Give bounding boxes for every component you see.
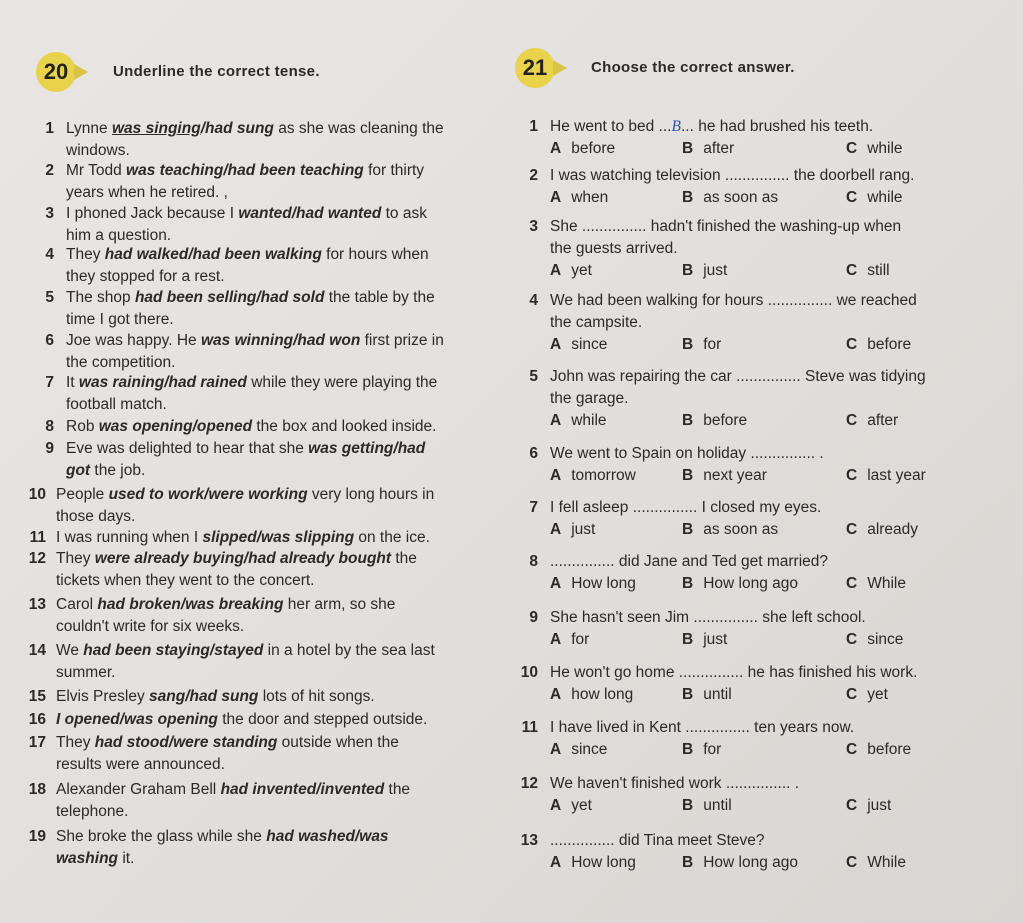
question-number: 8 — [529, 553, 538, 570]
tense-choice[interactable]: was winning/had won — [200, 332, 361, 349]
sentence-line — [66, 352, 175, 373]
option-letter: A — [550, 336, 562, 353]
question-number: 7 — [529, 499, 538, 516]
tense-choice[interactable]: was getting/had — [308, 440, 426, 457]
question-stem — [550, 607, 866, 628]
plain-text: years when he retired. , — [66, 184, 228, 201]
plain-text: We — [56, 642, 84, 659]
exercise-20-instruction: Underline the correct tense. — [113, 63, 320, 80]
option-text: since — [867, 631, 904, 648]
option-c[interactable] — [846, 573, 906, 594]
plain-text: Carol — [56, 596, 98, 613]
stem-text: We haven't finished work ............... . — [550, 775, 800, 792]
option-letter: C — [846, 854, 858, 871]
option-letter: A — [550, 854, 562, 871]
option-a[interactable] — [550, 573, 636, 594]
option-text: How long ago — [703, 854, 798, 871]
sentence-line — [66, 266, 225, 287]
sentence-line — [56, 826, 389, 847]
plain-text: The shop — [66, 289, 135, 306]
item-number: 11 — [29, 529, 46, 546]
option-letter: C — [846, 686, 858, 703]
tense-choice[interactable]: used to work/were working — [108, 486, 308, 503]
option-b[interactable] — [682, 739, 721, 760]
plain-text: It — [66, 374, 79, 391]
sentence-line — [56, 662, 115, 683]
item-number: 8 — [45, 418, 54, 435]
stem-text: I fell asleep ............... I closed my eyes. — [550, 499, 822, 516]
plain-text: couldn't write for six weeks. — [56, 618, 245, 635]
plain-text: the — [384, 781, 411, 798]
question-number: 3 — [529, 218, 538, 235]
option-c[interactable] — [846, 187, 903, 208]
plain-text: Alexander Graham Bell — [56, 781, 221, 798]
question-stem — [550, 497, 821, 518]
sentence-line — [66, 118, 444, 139]
option-b[interactable] — [682, 852, 798, 873]
plain-text: for thirty — [363, 162, 425, 179]
option-letter: C — [846, 336, 858, 353]
plain-text: the table by the — [324, 289, 435, 306]
option-text: since — [571, 336, 608, 353]
sentence-line — [66, 225, 171, 246]
option-b[interactable] — [682, 629, 727, 650]
option-text: after — [867, 412, 899, 429]
plain-text: her arm, so she — [283, 596, 396, 613]
option-a[interactable] — [550, 852, 636, 873]
option-b[interactable] — [682, 334, 721, 355]
stem-text: ............... did Jane and Ted get married? — [550, 553, 829, 570]
tense-choice[interactable]: washing — [56, 850, 119, 867]
item-number: 7 — [45, 374, 54, 391]
sentence-line — [56, 732, 399, 753]
item-number: 16 — [28, 711, 46, 728]
option-c[interactable] — [846, 684, 888, 705]
sentence-line — [56, 754, 225, 775]
option-letter: A — [550, 467, 562, 484]
item-number: 15 — [28, 688, 46, 705]
option-text: tomorrow — [571, 467, 636, 484]
option-letter: C — [846, 262, 858, 279]
sentence-line — [56, 640, 435, 661]
plain-text: They — [66, 246, 105, 263]
option-letter: B — [682, 854, 694, 871]
option-text: just — [571, 521, 596, 538]
plain-text: while they were playing the — [246, 374, 438, 391]
option-letter: B — [682, 741, 694, 758]
option-letter: B — [682, 521, 694, 538]
option-c[interactable] — [846, 629, 903, 650]
option-letter: B — [682, 797, 694, 814]
option-letter: B — [682, 140, 694, 157]
option-a[interactable] — [550, 519, 595, 540]
option-text: just — [867, 797, 892, 814]
question-stem — [550, 662, 917, 683]
option-a[interactable] — [550, 684, 633, 705]
option-text: next year — [703, 467, 767, 484]
question-stem-cont: the campsite. — [550, 314, 643, 331]
tense-choice[interactable]: had walked/had been walking — [104, 246, 322, 263]
sentence-line — [66, 394, 167, 415]
plain-text: lots of hit songs. — [258, 688, 375, 705]
option-b[interactable] — [682, 519, 778, 540]
item-number: 14 — [28, 642, 46, 659]
option-text: last year — [867, 467, 926, 484]
option-b[interactable] — [682, 684, 732, 705]
option-a[interactable] — [550, 629, 589, 650]
option-letter: A — [550, 631, 562, 648]
option-text: just — [703, 262, 728, 279]
question-number: 4 — [529, 292, 538, 309]
item-number: 5 — [45, 289, 54, 306]
plain-text: summer. — [56, 664, 116, 681]
plain-text: on the ice. — [354, 529, 430, 546]
plain-text: to ask — [381, 205, 427, 222]
plain-text: first prize in — [360, 332, 444, 349]
tense-choice[interactable]: had stood/were standing — [94, 734, 278, 751]
option-text: for — [571, 631, 590, 648]
plain-text: very long hours in — [307, 486, 435, 503]
question-stem — [550, 551, 828, 572]
stem-text: I was watching television ............... the doorbell rang. — [550, 167, 915, 184]
plain-text: Rob — [66, 418, 99, 435]
plain-text: they stopped for a rest. — [66, 268, 225, 285]
option-a[interactable] — [550, 260, 592, 281]
item-number: 4 — [45, 246, 54, 263]
plain-text: outside when the — [277, 734, 399, 751]
plain-text: tickets when they went to the concert. — [56, 572, 315, 589]
option-letter: C — [846, 631, 858, 648]
plain-text: I phoned Jack because I — [66, 205, 239, 222]
sentence-line — [66, 372, 437, 393]
plain-text: the box and looked inside. — [252, 418, 437, 435]
option-c[interactable] — [846, 334, 911, 355]
plain-text: those days. — [56, 508, 136, 525]
option-letter: C — [846, 189, 858, 206]
plain-text: They — [56, 550, 95, 567]
option-text: while — [867, 140, 903, 157]
option-c[interactable] — [846, 739, 911, 760]
option-c[interactable] — [846, 852, 906, 873]
option-text: how long — [571, 686, 634, 703]
sentence-line — [66, 438, 425, 459]
option-text: How long — [571, 575, 636, 592]
option-letter: B — [682, 189, 694, 206]
stem-text: She ............... hadn't finished the washing-up when — [550, 218, 902, 235]
option-text: How long ago — [703, 575, 798, 592]
option-b[interactable] — [682, 573, 798, 594]
option-text: while — [571, 412, 607, 429]
stem-text: We went to Spain on holiday ............... . — [550, 445, 824, 462]
plain-text: the — [391, 550, 417, 567]
plain-text: I was running when I — [56, 529, 203, 546]
question-stem — [550, 290, 917, 311]
option-b[interactable] — [682, 465, 767, 486]
question-stem — [550, 116, 873, 137]
sentence-line — [56, 801, 128, 822]
item-number: 2 — [45, 162, 54, 179]
option-b[interactable] — [682, 138, 734, 159]
question-number: 5 — [529, 368, 538, 385]
option-a[interactable] — [550, 138, 615, 159]
question-stem-cont: the garage. — [550, 390, 629, 407]
question-number: 9 — [529, 609, 538, 626]
option-letter: B — [682, 262, 694, 279]
option-text: when — [571, 189, 609, 206]
option-letter: B — [682, 686, 694, 703]
item-number: 1 — [45, 120, 54, 137]
tense-choice[interactable]: /had sung — [200, 120, 274, 137]
sentence-line — [56, 686, 375, 707]
sentence-line — [66, 416, 436, 437]
stem-text: We had been walking for hours ............... we reached — [550, 292, 917, 309]
sentence-line — [66, 182, 228, 203]
option-text: after — [703, 140, 735, 157]
plain-text: She broke the glass while she — [56, 828, 267, 845]
sentence-line — [66, 140, 130, 161]
option-a[interactable] — [550, 465, 636, 486]
option-text: since — [571, 741, 608, 758]
option-text: before — [703, 412, 748, 429]
question-stem — [550, 216, 901, 237]
stem-text: I have lived in Kent ............... ten years now. — [550, 719, 855, 736]
tense-choice[interactable]: was singing — [111, 120, 201, 137]
option-text: while — [867, 189, 903, 206]
plain-text: results were announced. — [56, 756, 225, 773]
sentence-line — [66, 244, 429, 265]
tense-choice[interactable]: was opening/opened — [98, 418, 253, 435]
tense-choice[interactable]: was teaching/had been teaching — [126, 162, 364, 179]
question-number: 13 — [520, 832, 538, 849]
option-letter: A — [550, 412, 562, 429]
plain-text: Elvis Presley — [56, 688, 150, 705]
tense-choice[interactable]: were already buying/had already bought — [94, 550, 392, 567]
option-letter: A — [550, 741, 562, 758]
option-letter: A — [550, 521, 562, 538]
tense-choice[interactable]: had broken/was breaking — [97, 596, 284, 613]
option-text: just — [703, 631, 728, 648]
question-stem-cont: the guests arrived. — [550, 240, 678, 257]
sentence-line — [66, 330, 444, 351]
option-letter: C — [846, 797, 858, 814]
option-b[interactable] — [682, 410, 747, 431]
option-text: yet — [867, 686, 888, 703]
question-stem — [550, 830, 765, 851]
question-stem — [550, 717, 854, 738]
option-letter: B — [682, 631, 694, 648]
plain-text: the job. — [90, 462, 146, 479]
option-letter: C — [846, 412, 858, 429]
option-text: for — [703, 741, 722, 758]
sentence-line — [66, 203, 427, 224]
item-number: 19 — [28, 828, 46, 845]
stem-text: ... he had brushed his teeth. — [680, 118, 874, 135]
item-number: 9 — [45, 440, 54, 457]
plain-text: Lynne — [66, 120, 112, 137]
option-letter: B — [682, 336, 694, 353]
option-c[interactable] — [846, 465, 926, 486]
option-a[interactable] — [550, 187, 608, 208]
plain-text: for hours when — [321, 246, 429, 263]
tense-choice[interactable]: wanted/had wanted — [238, 205, 382, 222]
plain-text: time I got there. — [66, 311, 174, 328]
stem-text: He went to bed ... — [550, 118, 672, 135]
handwritten-answer: B — [671, 118, 681, 135]
sentence-line — [56, 779, 410, 800]
question-stem — [550, 773, 799, 794]
option-a[interactable] — [550, 410, 607, 431]
option-letter: C — [846, 741, 858, 758]
sentence-line — [56, 616, 244, 637]
option-c[interactable] — [846, 795, 891, 816]
option-text: as soon as — [703, 189, 779, 206]
sentence-line — [66, 287, 435, 308]
option-letter: C — [846, 140, 858, 157]
option-letter: A — [550, 686, 562, 703]
option-text: already — [867, 521, 919, 538]
option-text: as soon as — [703, 521, 779, 538]
item-number: 18 — [28, 781, 46, 798]
option-b[interactable] — [682, 187, 778, 208]
tense-choice[interactable]: was raining/had rained — [78, 374, 247, 391]
sentence-line — [56, 709, 427, 730]
option-letter: C — [846, 467, 858, 484]
question-number: 2 — [529, 167, 538, 184]
option-text: until — [703, 797, 732, 814]
option-letter: B — [682, 467, 694, 484]
option-text: until — [703, 686, 732, 703]
option-letter: A — [550, 189, 562, 206]
question-number: 11 — [521, 719, 538, 736]
sentence-line — [56, 848, 134, 869]
plain-text: telephone. — [56, 803, 129, 820]
item-number: 6 — [45, 332, 54, 349]
option-letter: A — [550, 797, 562, 814]
question-number: 12 — [520, 775, 538, 792]
option-text: before — [867, 741, 912, 758]
option-c[interactable] — [846, 260, 890, 281]
stem-text: John was repairing the car ............... Steve was tidying — [550, 368, 926, 385]
option-c[interactable] — [846, 410, 898, 431]
exercise-21-instruction: Choose the correct answer. — [591, 59, 795, 76]
option-text: yet — [571, 262, 592, 279]
tense-choice[interactable]: had been selling/had sold — [134, 289, 325, 306]
plain-text: People — [56, 486, 109, 503]
option-a[interactable] — [550, 795, 592, 816]
question-number: 1 — [529, 118, 538, 135]
sentence-line — [66, 309, 174, 330]
item-number: 12 — [28, 550, 46, 567]
option-c[interactable] — [846, 138, 903, 159]
tense-choice[interactable]: got — [66, 462, 91, 479]
stem-text: She hasn't seen Jim ............... she left school. — [550, 609, 866, 626]
question-number: 6 — [529, 445, 538, 462]
sentence-line — [66, 160, 424, 181]
sentence-line — [56, 484, 434, 505]
plain-text: Joe was happy. He — [66, 332, 201, 349]
option-text: yet — [571, 797, 592, 814]
plain-text: football match. — [66, 396, 167, 413]
plain-text: him a question. — [66, 227, 172, 244]
item-number: 17 — [28, 734, 46, 751]
tense-choice[interactable]: had washed/was — [266, 828, 389, 845]
plain-text: Eve was delighted to hear that she — [66, 440, 309, 457]
tense-choice[interactable]: sang/had sung — [149, 688, 259, 705]
option-letter: B — [682, 412, 694, 429]
item-number: 10 — [28, 486, 46, 503]
tense-choice[interactable]: had invented/invented — [220, 781, 385, 798]
option-text: before — [867, 336, 912, 353]
plain-text: it. — [118, 850, 135, 867]
option-b[interactable] — [682, 795, 732, 816]
sentence-line — [66, 460, 145, 481]
option-text: While — [867, 854, 906, 871]
tense-choice[interactable]: I opened/was opening — [56, 711, 218, 728]
stem-text: He won't go home ............... he has finished his work. — [550, 664, 918, 681]
option-letter: A — [550, 575, 562, 592]
question-stem — [550, 366, 926, 387]
option-text: still — [867, 262, 890, 279]
question-stem — [550, 165, 914, 186]
option-text: for — [703, 336, 722, 353]
sentence-line — [56, 570, 314, 591]
option-text: How long — [571, 854, 636, 871]
option-letter: C — [846, 521, 858, 538]
sentence-line — [56, 506, 135, 527]
option-b[interactable] — [682, 260, 727, 281]
sentence-line — [56, 527, 430, 548]
option-text: before — [571, 140, 616, 157]
plain-text: They — [56, 734, 95, 751]
exercise-21-badge: 21 — [515, 48, 555, 88]
option-a[interactable] — [550, 334, 607, 355]
plain-text: as she was cleaning the — [273, 120, 444, 137]
option-letter: A — [550, 140, 562, 157]
option-letter: C — [846, 575, 858, 592]
tense-choice[interactable]: had been staying/stayed — [83, 642, 264, 659]
plain-text: the competition. — [66, 354, 176, 371]
sentence-line — [56, 548, 417, 569]
sentence-line — [56, 594, 395, 615]
item-number: 3 — [45, 205, 54, 222]
plain-text: windows. — [66, 142, 130, 159]
option-a[interactable] — [550, 739, 607, 760]
option-text: While — [867, 575, 906, 592]
option-letter: A — [550, 262, 562, 279]
stem-text: ............... did Tina meet Steve? — [550, 832, 765, 849]
plain-text: Mr Todd — [66, 162, 127, 179]
question-number: 10 — [520, 664, 538, 681]
option-c[interactable] — [846, 519, 918, 540]
tense-choice[interactable]: slipped/was slipping — [202, 529, 355, 546]
question-stem — [550, 443, 824, 464]
option-letter: B — [682, 575, 694, 592]
plain-text: in a hotel by the sea last — [263, 642, 435, 659]
plain-text: the door and stepped outside. — [217, 711, 428, 728]
item-number: 13 — [28, 596, 46, 613]
exercise-20-badge: 20 — [36, 52, 76, 92]
